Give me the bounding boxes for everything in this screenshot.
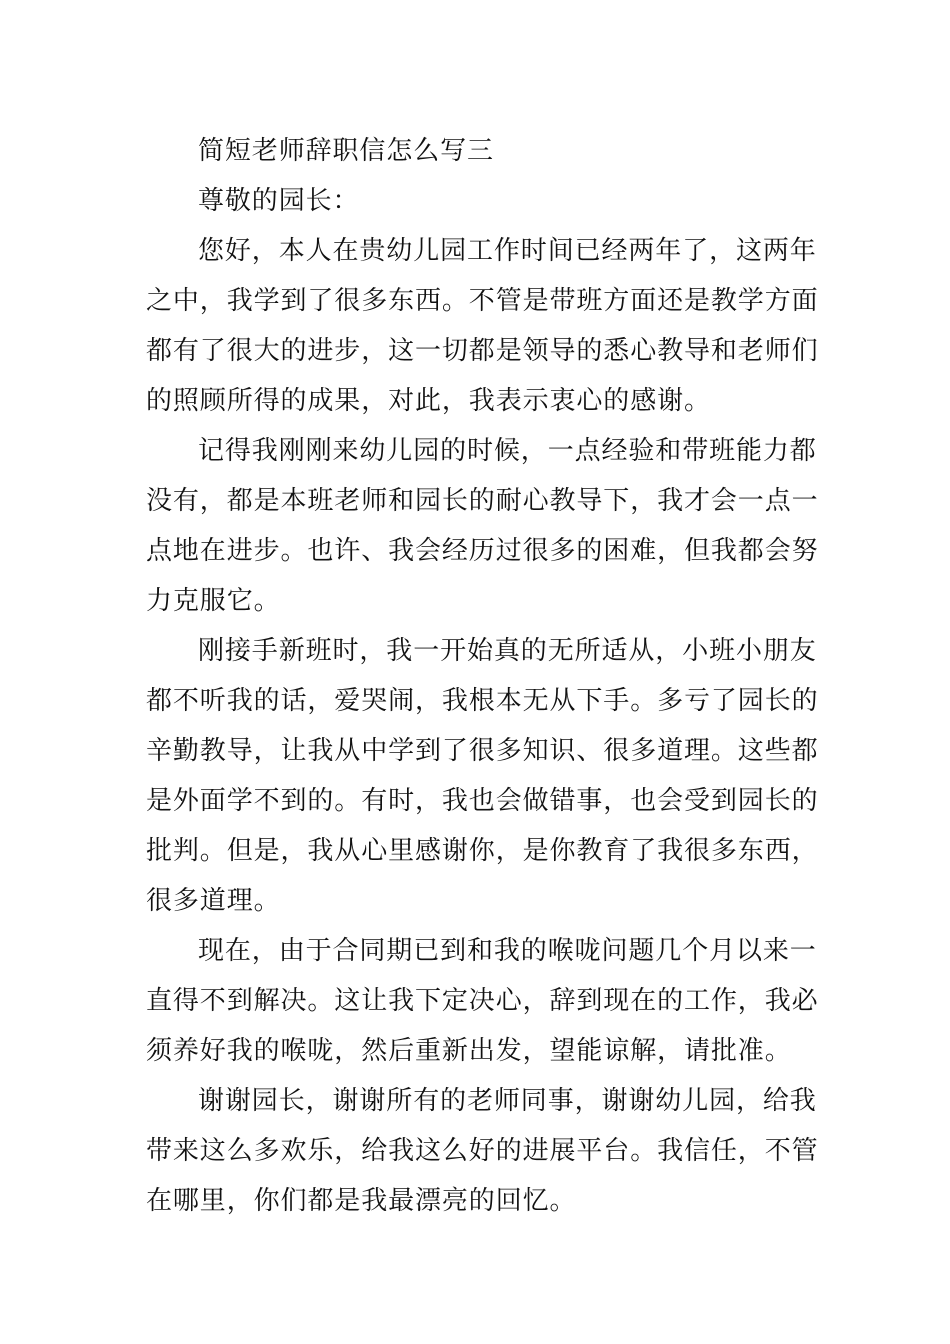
paragraph-line: 很多道理。	[146, 886, 281, 916]
paragraph-line: 须养好我的喉咙，然后重新出发，望能谅解，请批准。	[146, 1036, 792, 1066]
paragraph-line: 现在，由于合同期已到和我的喉咙问题几个月以来一	[198, 936, 817, 966]
paragraph-line: 都有了很大的进步，这一切都是领导的悉心教导和老师们	[146, 336, 819, 366]
paragraph-line: 在哪里，你们都是我最漂亮的回忆。	[146, 1186, 577, 1216]
paragraph-2	[146, 426, 819, 626]
paragraph-line: 刚接手新班时，我一开始真的无所适从，小班小朋友	[198, 636, 817, 666]
paragraph-1	[146, 226, 819, 426]
document-page	[146, 126, 819, 1226]
paragraph-line: 是外面学不到的。有时，我也会做错事，也会受到园长的	[146, 786, 819, 816]
paragraph-line: 直得不到解决。这让我下定决心，辞到现在的工作，我必	[146, 986, 819, 1016]
paragraph-5	[146, 1076, 819, 1226]
paragraph-4	[146, 926, 819, 1076]
paragraph-line: 您好，本人在贵幼儿园工作时间已经两年了，这两年	[198, 236, 817, 266]
paragraph-line: 之中，我学到了很多东西。不管是带班方面还是教学方面	[146, 286, 819, 316]
paragraph-line: 点地在进步。也许、我会经历过很多的困难，但我都会努	[146, 536, 819, 566]
paragraph-line: 记得我刚刚来幼儿园的时候，一点经验和带班能力都	[198, 436, 817, 466]
paragraph-3	[146, 626, 819, 926]
paragraph-line: 没有，都是本班老师和园长的耐心教导下，我才会一点一	[146, 486, 819, 516]
paragraph-line: 的照顾所得的成果，对此，我表示衷心的感谢。	[146, 386, 711, 416]
paragraph-line: 批判。但是，我从心里感谢你，是你教育了我很多东西，	[146, 836, 819, 866]
paragraph-line: 谢谢园长，谢谢所有的老师同事，谢谢幼儿园，给我	[198, 1086, 817, 1116]
paragraph-line: 都不听我的话，爱哭闹，我根本无从下手。多亏了园长的	[146, 686, 819, 716]
paragraph-line: 辛勤教导，让我从中学到了很多知识、很多道理。这些都	[146, 736, 819, 766]
paragraph-line: 带来这么多欢乐，给我这么好的进展平台。我信任，不管	[146, 1136, 819, 1166]
paragraph-line: 力克服它。	[146, 586, 281, 616]
document-title: 简短老师辞职信怎么写三	[198, 136, 494, 166]
salutation: 尊敬的园长：	[198, 186, 360, 216]
